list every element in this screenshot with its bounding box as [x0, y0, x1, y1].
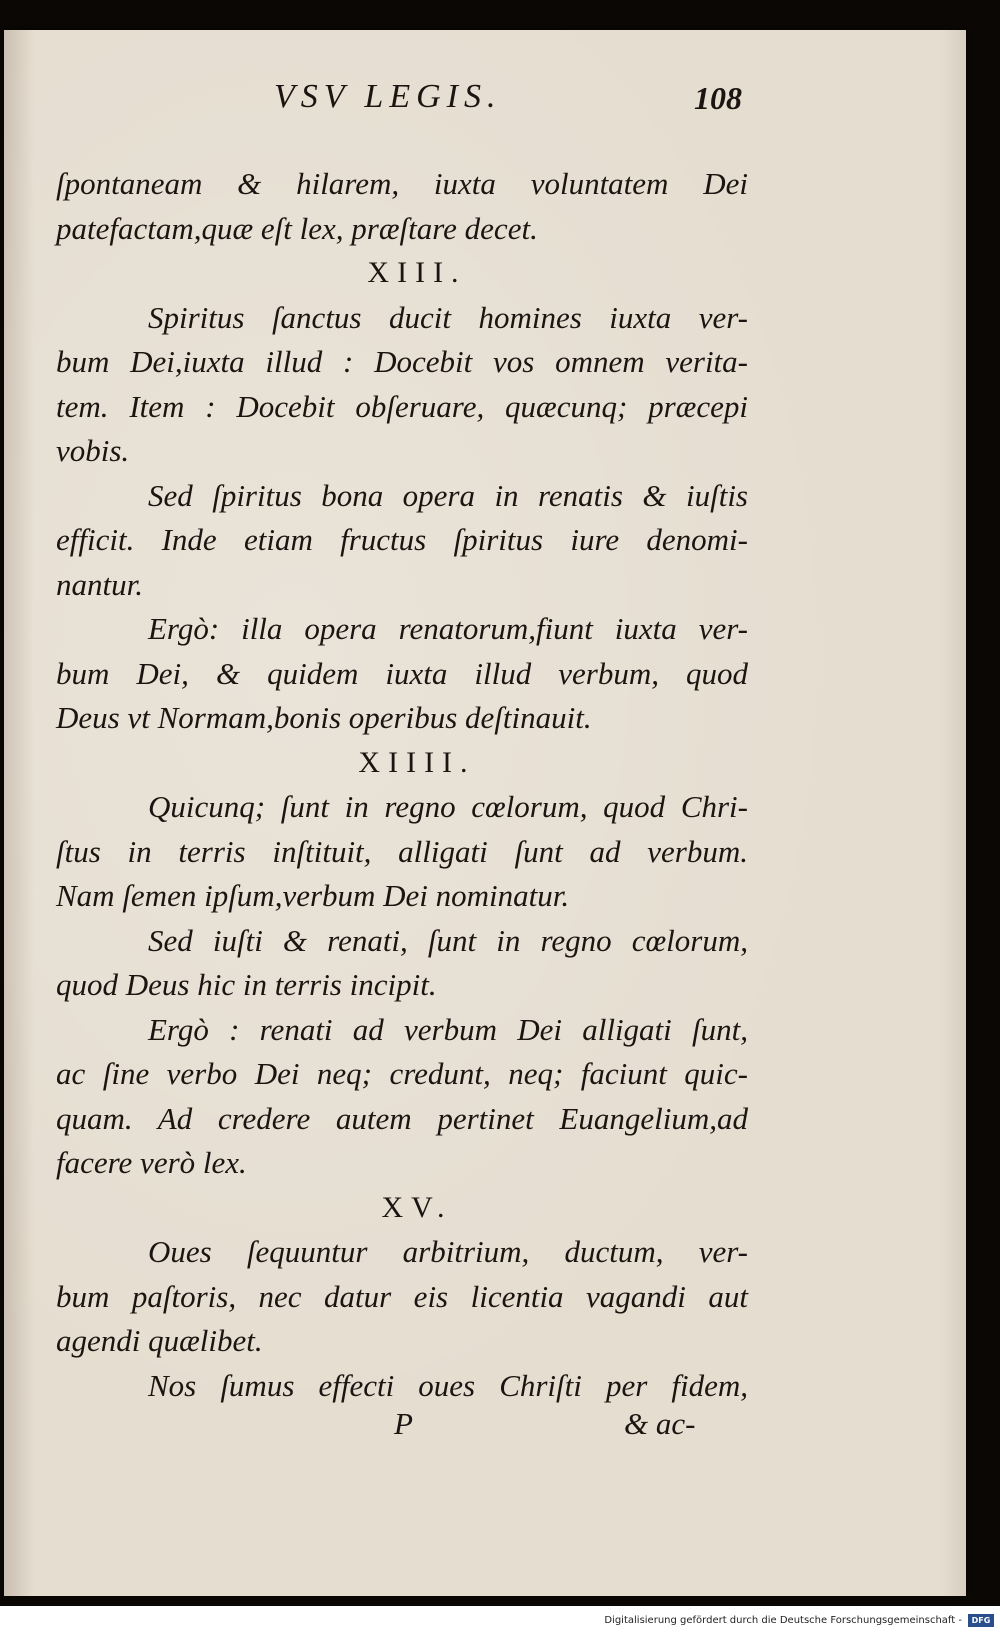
text-line: Oues ſequuntur arbitrium, ductum, ver-	[148, 1234, 748, 1269]
text-line: quam. Ad credere autem pertinet Euangelium,ad	[56, 1100, 748, 1136]
text-line: bum Dei, & quidem iuxta illud verbum, quod	[56, 655, 748, 691]
text-line: agendi quælibet.	[56, 1323, 263, 1358]
text-line: facere verò lex.	[56, 1145, 247, 1180]
text-line: bum Dei,iuxta illud : Docebit vos omnem verita-	[56, 344, 748, 379]
digitization-footer	[0, 1606, 1000, 1636]
page-number: 108	[694, 80, 742, 116]
text-line: Nam ſemen ipſum,verbum Dei nominatur.	[56, 878, 570, 913]
text-line: Ergò: illa opera renatorum,fiunt iuxta ver-	[148, 611, 748, 646]
body-text	[56, 162, 748, 1408]
section-heading: XIIII.	[358, 745, 476, 779]
text-line: Ergò : renati ad verbum Dei alligati ſunt,	[148, 1011, 748, 1047]
dfg-logo: DFG	[968, 1614, 994, 1627]
text-line: quod Deus hic in terris incipit.	[56, 967, 437, 1002]
text-line: patefactam,quæ eſt lex, præſtare decet.	[56, 210, 538, 246]
text-line: Deus vt Normam,bonis operibus deſtinauit.	[56, 700, 592, 735]
text-line: Sed ſpiritus bona opera in renatis & iuſtis	[148, 477, 748, 513]
text-line: Spiritus ſanctus ducit homines iuxta ver-	[148, 299, 748, 335]
running-head	[4, 78, 966, 128]
section-heading: XV.	[381, 1190, 453, 1224]
funding-credit: Digitalisierung gefördert durch die Deutsche Forschungsgemeinschaft -	[604, 1615, 962, 1626]
text-line: tem. Item : Docebit obſeruare, quæcunq; præcepi	[56, 388, 748, 424]
text-line: ſtus in terris inſtituit, alligati ſunt ad verbum.	[56, 833, 748, 869]
running-title: VSV LEGIS.	[274, 78, 502, 115]
text-line: Sed iuſti & renati, ſunt in regno cœlorum,	[148, 922, 748, 958]
text-line: nantur.	[56, 566, 143, 602]
text-line: Nos ſumus effecti oues Chriſti per fidem,	[148, 1367, 748, 1403]
catchword: & ac-	[624, 1406, 696, 1441]
text-line: bum paſtoris, nec datur eis licentia vagandi aut	[56, 1278, 748, 1314]
text-line: vobis.	[56, 433, 130, 468]
book-page	[4, 30, 966, 1596]
text-line: ac ſine verbo Dei neq; credunt, neq; faciunt quic-	[56, 1056, 748, 1091]
signature-mark: P	[394, 1406, 413, 1441]
text-line: ſpontaneam & hilarem, iuxta voluntatem Dei	[56, 166, 748, 201]
text-line: Quicunq; ſunt in regno cœlorum, quod Chri-	[148, 789, 748, 824]
section-heading: XIII.	[367, 256, 467, 289]
text-line: efficit. Inde etiam fructus ſpiritus iure denomi-	[56, 522, 748, 557]
